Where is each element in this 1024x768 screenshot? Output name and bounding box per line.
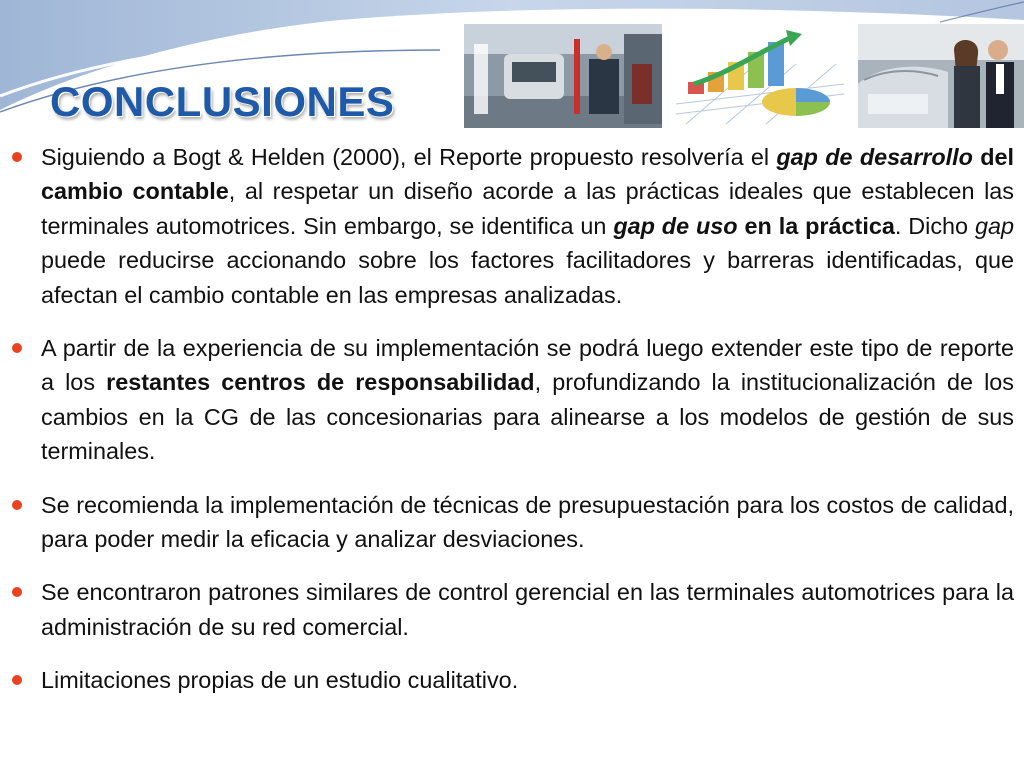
bullet-item — [12, 663, 1014, 697]
bullet-dot-icon — [12, 675, 22, 685]
bullet-dot-icon — [12, 343, 22, 353]
bullet-text-segment: A partir de la experiencia de su implementación se podrá luego extender este tipo de reporte a los — [41, 335, 1014, 396]
bullet-text-segment: restantes centros de responsabilidad — [106, 369, 535, 396]
bullet-text-segment — [738, 213, 745, 239]
bullet-dot-icon — [12, 500, 22, 510]
bullet-text-segment: Limitaciones propias de un estudio cualitativo. — [41, 667, 519, 694]
bullet-dot-icon — [12, 152, 22, 162]
bullet-text-segment: gap — [974, 212, 1015, 239]
bullet-text-segment: puede reducirse accionando sobre los factores facilitadores y barreras identificadas, que afectan el cambio contable en las empresas analizadas. — [41, 247, 1014, 308]
bullet-item — [12, 140, 1014, 312]
bullet-text-segment: Se encontraron patrones similares de control gerencial en las terminales automotrices para la administración de su red comercial. — [41, 579, 1014, 640]
bullet-text-segment: . Dicho — [894, 212, 975, 239]
bullet-text-segment: gap de desarrollo — [776, 144, 973, 170]
3d-chart-illustration — [666, 24, 854, 128]
bullet-text-segment: en la práctica — [744, 212, 895, 239]
bullet-text-segment: Siguiendo a Bogt & Helden (2000), el Reporte propuesto resolvería el — [41, 144, 777, 170]
slide-title: CONCLUSIONES — [50, 78, 395, 125]
bullet-text-segment: , profundizando la institucionalización de los cambios en la CG de las concesionarias para alinearse a los modelos de gestión de sus terminales. — [41, 369, 1014, 465]
car-dealership-photo — [858, 24, 1024, 128]
bullet-text-segment: , al respetar un diseño acorde a las prácticas ideales que establecen las terminales automotrices. Sin embargo, se identifica un — [41, 178, 1014, 239]
conclusions-bullet-list — [12, 140, 1014, 717]
bullet-text-segment: del cambio contable — [41, 144, 1014, 205]
bullet-item — [12, 575, 1014, 644]
car-factory-photo — [464, 24, 662, 128]
bullet-item — [12, 331, 1014, 469]
bullet-item — [12, 488, 1014, 557]
bullet-text-segment: gap de uso — [613, 212, 738, 239]
bullet-text-segment: Se recomienda la implementación de técnicas de presupuestación para los costos de calidad, para poder medir la eficacia y analizar desviaciones. — [41, 491, 1014, 553]
bullet-dot-icon — [12, 587, 22, 597]
